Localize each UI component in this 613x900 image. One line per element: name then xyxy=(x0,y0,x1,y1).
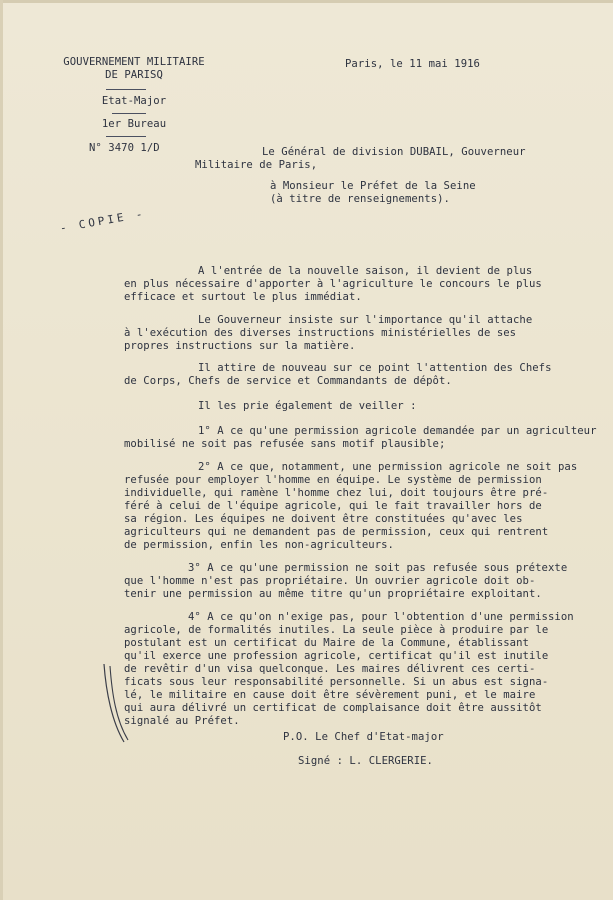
place-date: Paris, le 11 mai 1916 xyxy=(345,58,480,70)
body-line: de permission, enfin les non-agriculteurs. xyxy=(124,539,394,551)
separator-dash xyxy=(106,136,146,137)
body-line: en plus nécessaire d'apporter à l'agriculture le concours le plus xyxy=(124,278,542,290)
page-edge-left xyxy=(0,0,3,900)
body-line: Le Gouverneur insiste sur l'importance qu'il attache xyxy=(198,314,533,326)
body-line: individuelle, qui ramène l'homme chez lui, doit toujours être pré- xyxy=(124,487,549,499)
body-line: mobilisé ne soit pas refusée sans motif plausible; xyxy=(124,438,446,450)
body-line: féré à celui de l'équipe agricole, qui le fait travailler hors de xyxy=(124,500,542,512)
body-line: postulant est un certificat du Maire de la Commune, établissant xyxy=(124,637,529,649)
signature-line-1: P.O. Le Chef d'Etat-major xyxy=(283,731,444,743)
body-line: sa région. Les équipes ne doivent être constituées qu'avec les xyxy=(124,513,523,525)
body-line: 3° A ce qu'une permission ne soit pas refusée sous prétexte xyxy=(188,562,568,574)
sender-line-1: Le Général de division DUBAIL, Gouverneur xyxy=(262,146,526,158)
separator-dash xyxy=(106,89,146,90)
dept-label: Etat-Major xyxy=(101,95,167,107)
body-line: agricole, de formalités inutiles. La seule pièce à produire par le xyxy=(124,624,549,636)
bureau-label: 1er Bureau xyxy=(101,118,167,130)
body-line: tenir une permission au même titre qu'un propriétaire exploitant. xyxy=(124,588,542,600)
separator-dash xyxy=(112,113,146,114)
body-line: qui aura délivré un certificat de complaisance doit être aussitôt xyxy=(124,702,542,714)
body-line: efficace et surtout le plus immédiat. xyxy=(124,291,362,303)
body-line: 2° A ce que, notamment, une permission agricole ne soit pas xyxy=(198,461,578,473)
sender-line-2: Militaire de Paris, xyxy=(195,159,318,171)
copie-mark: - COPIE - xyxy=(58,207,147,235)
body-line: signalé au Préfet. xyxy=(124,715,240,727)
body-line: de Corps, Chefs de service et Commandants de dépôt. xyxy=(124,375,452,387)
body-line: A l'entrée de la nouvelle saison, il devient de plus xyxy=(198,265,533,277)
body-line: agriculteurs qui ne demandent pas de permission, ceux qui rentrent xyxy=(124,526,549,538)
body-line: ficats sous leur responsabilité personnelle. Si un abus est signa- xyxy=(124,676,549,688)
signature-line-2: Signé : L. CLERGERIE. xyxy=(298,755,433,767)
body-line: 1° A ce qu'une permission agricole demandée par un agriculteur xyxy=(198,425,597,437)
recipient-line-2: (à titre de renseignements). xyxy=(270,193,450,205)
body-line: 4° A ce qu'on n'exige pas, pour l'obtention d'une permission xyxy=(188,611,574,623)
recipient-line-1: à Monsieur le Préfet de la Seine xyxy=(270,180,476,192)
reference-number: N° 3470 1/D xyxy=(89,142,160,154)
body-line: de revêtir d'un visa quelconque. Les maires délivrent ces certi- xyxy=(124,663,536,675)
body-line: propres instructions sur la matière. xyxy=(124,340,356,352)
body-line: Il les prie également de veiller : xyxy=(198,400,417,412)
body-line: que l'homme n'est pas propriétaire. Un ouvrier agricole doit ob- xyxy=(124,575,536,587)
body-line: Il attire de nouveau sur ce point l'attention des Chefs xyxy=(198,362,552,374)
org-line-2: DE PARISQ xyxy=(105,69,163,81)
body-line: à l'exécution des diverses instructions ministérielles de ses xyxy=(124,327,517,339)
org-line-1: GOUVERNEMENT MILITAIRE xyxy=(63,56,205,68)
page-edge-top xyxy=(0,0,613,3)
body-line: lé, le militaire en cause doit être sévèrement puni, et le maire xyxy=(124,689,536,701)
body-line: qu'il exerce une profession agricole, certificat qu'il est inutile xyxy=(124,650,549,662)
margin-pencil-mark xyxy=(100,662,130,744)
body-line: refusée pour employer l'homme en équipe. Le système de permission xyxy=(124,474,542,486)
